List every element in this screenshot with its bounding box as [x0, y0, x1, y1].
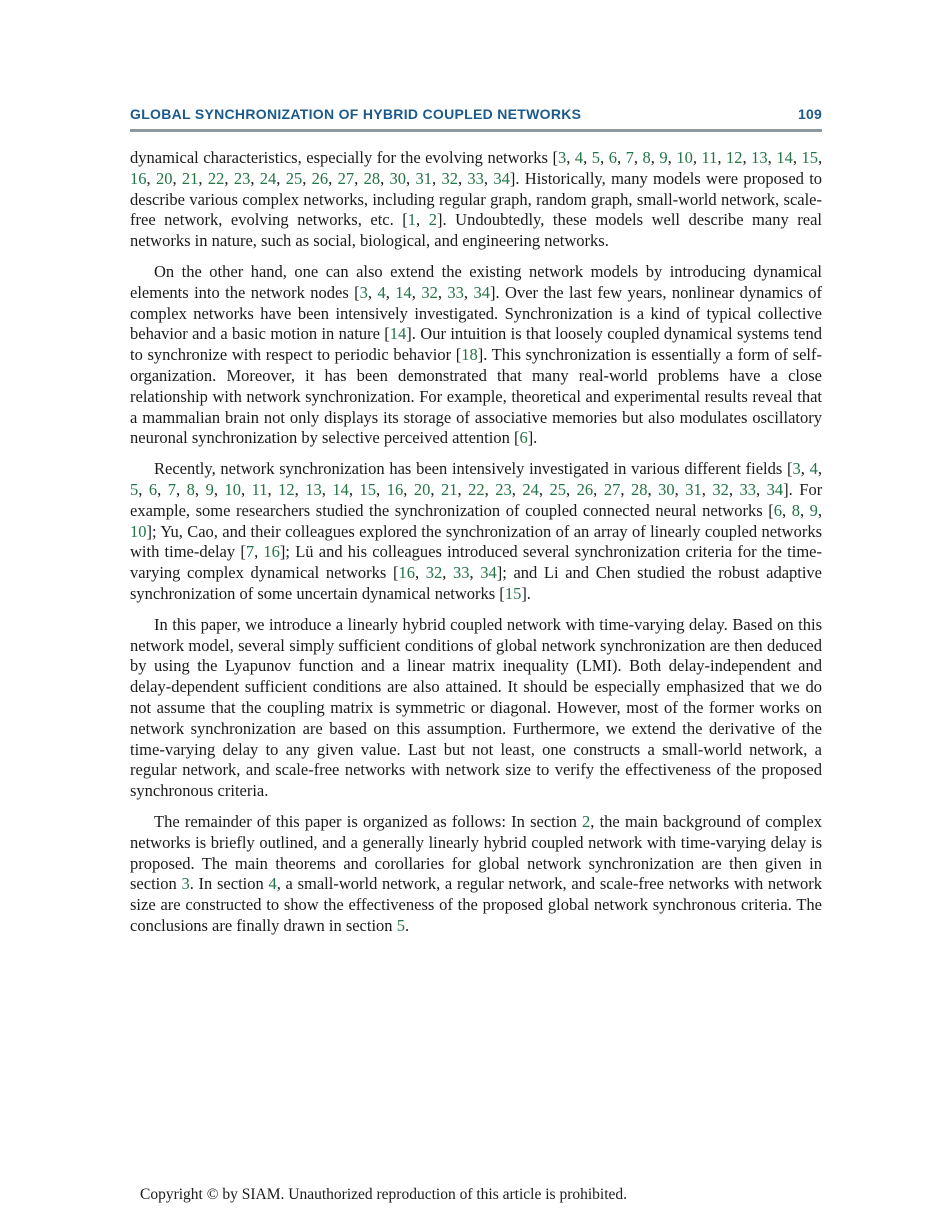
citation-link[interactable]: 5 [591, 148, 601, 167]
citation-link[interactable]: 20 [413, 479, 431, 499]
citation-link[interactable]: 34 [766, 479, 784, 499]
citation-link[interactable]: 5 [396, 915, 405, 935]
citation-link[interactable]: 34 [493, 168, 510, 188]
citation-link[interactable]: 6 [519, 428, 528, 448]
citation-link[interactable]: 33 [467, 168, 484, 188]
running-title: GLOBAL SYNCHRONIZATION OF HYBRID COUPLED NETWORKS [130, 106, 582, 122]
citation-link[interactable]: 7 [625, 148, 634, 167]
citation-link[interactable]: 32 [421, 282, 438, 302]
citation-link[interactable]: 28 [363, 168, 381, 188]
copyright-notice: Copyright © by SIAM. Unauthorized reproduction of this article is prohibited. [140, 1186, 628, 1203]
citation-link[interactable]: 3 [557, 148, 567, 167]
citation-link[interactable]: 24 [522, 479, 539, 499]
citation-link[interactable]: 32 [712, 479, 729, 499]
citation-link[interactable]: 10 [130, 521, 147, 541]
citation-link[interactable]: 33 [447, 282, 464, 302]
citation-link[interactable]: 10 [676, 148, 693, 167]
citation-link[interactable]: 16 [263, 542, 280, 562]
citation-link[interactable]: 31 [415, 168, 432, 188]
citation-link[interactable]: 34 [473, 282, 490, 302]
citation-link[interactable]: 21 [440, 479, 458, 499]
running-header [130, 106, 822, 132]
citation-link[interactable]: 20 [155, 168, 173, 188]
citation-link[interactable]: 15 [359, 479, 377, 499]
citation-link[interactable]: 3 [359, 282, 368, 302]
citation-link[interactable]: 25 [285, 168, 303, 188]
citation-link[interactable]: 21 [181, 168, 199, 188]
citation-link[interactable]: 33 [739, 479, 757, 499]
citation-link[interactable]: 24 [259, 168, 277, 188]
citation-link[interactable]: 4 [809, 459, 818, 479]
citation-link[interactable]: 30 [658, 479, 675, 499]
citation-link[interactable]: 1 [407, 210, 417, 230]
citation-link[interactable]: 14 [389, 324, 407, 344]
citation-link[interactable]: 27 [603, 479, 621, 499]
citation-link[interactable]: 7 [245, 542, 255, 562]
citation-link[interactable]: 4 [574, 148, 584, 167]
paragraph: In this paper, we introduce a linearly hybrid coupled network with time-varying delay. Based on this network model, several simply sufficient conditions of global network synchronization are then deduced by using the Lyapunov function and a linear matrix inequality (LMI). Both delay-independent and delay-dependent sufficient conditions are also attained. It should be especially emphasized that we do not assume that the coupling matrix is symmetric or diagonal. However, most of the former works on network synchronization are based on this assumption. Furthermore, we extend the derivative of the time-varying delay to any given value. Last but not least, one constructs a small-world network, a regular network, and scale-free networks with network size to verify the effectiveness of the proposed synchronous criteria. [130, 614, 822, 801]
citation-link[interactable]: 26 [311, 168, 329, 188]
citation-link[interactable]: 14 [332, 479, 349, 499]
citation-link[interactable]: 16 [130, 168, 147, 188]
citation-link[interactable]: 31 [685, 479, 702, 499]
citation-link[interactable]: 3 [181, 874, 190, 894]
citation-link[interactable]: 10 [224, 479, 241, 499]
citation-link[interactable]: 12 [278, 479, 295, 499]
citation-link[interactable]: 9 [205, 479, 214, 499]
citation-link[interactable]: 16 [386, 479, 404, 499]
citation-link[interactable]: 2 [428, 210, 437, 230]
citation-link[interactable]: 9 [659, 148, 668, 167]
citation-link[interactable]: 23 [233, 168, 251, 188]
citation-link[interactable]: 14 [395, 282, 412, 302]
citation-link[interactable]: 27 [337, 168, 355, 188]
citation-link[interactable]: 16 [398, 563, 415, 583]
citation-link[interactable]: 15 [504, 583, 522, 603]
citation-link[interactable]: 22 [207, 168, 225, 188]
article-body [130, 148, 822, 947]
citation-link[interactable]: 6 [148, 479, 158, 499]
citation-link[interactable]: 7 [167, 479, 177, 499]
citation-link[interactable]: 23 [495, 479, 512, 499]
citation-link[interactable]: 33 [453, 563, 470, 583]
citation-link[interactable]: 2 [582, 811, 591, 831]
citation-link[interactable]: 14 [776, 148, 793, 167]
paragraph: dynamical characteristics, especially for the evolving networks [3, 4, 5, 6, 7, 8, 9, 10, 11, 12, 13, 14, 15, 16, 20, 21, 22, 23, 24, 25, 26, 27, 28, 30, 31, 32, 33, 34]. Historically, many models were proposed to describe various complex networks, including regular graph, random graph, small-world network, scale-free network, evolving networks, etc. [1, 2]. Undoubtedly, these models well describe many real networks in nature, such as social, biological, and engineering networks. [130, 148, 823, 251]
citation-link[interactable]: 32 [425, 563, 443, 583]
citation-link[interactable]: 30 [389, 168, 407, 188]
citation-link[interactable]: 13 [751, 148, 768, 167]
paragraph: Recently, network synchronization has been intensively investigated in various different fields [3, 4, 5, 6, 7, 8, 9, 10, 11, 12, 13, 14, 15, 16, 20, 21, 22, 23, 24, 25, 26, 27, 28, 30, 31, 32, 33, 34]. For example, some researchers studied the synchronization of coupled connected neural networks [6, 8, 9, 10]; Yu, Cao, and their colleagues explored the synchronization of an array of linearly coupled networks with time-delay [7, 16]; Lü and his colleagues introduced several synchronization criteria for the time-varying complex dynamical networks [16, 32, 33, 34]; and Li and Chen studied the robust adaptive synchronization of some uncertain dynamical networks [15]. [130, 459, 823, 603]
citation-link[interactable]: 9 [809, 500, 818, 520]
paragraph: On the other hand, one can also extend the existing network models by introducing dynamical elements into the network nodes [3, 4, 14, 32, 33, 34]. Over the last few years, nonlinear dynamics of complex networks have been intensively investigated. Synchronization is a kind of typical collective behavior and a basic motion in nature [14]. Our intuition is that loosely coupled dynamical systems tend to synchronize with respect to periodic behavior [18]. This synchronization is essentially a form of self-organization. Moreover, it has been demonstrated that many real-world problems have a close relationship with network synchronization. For example, theoretical and experimental results reveal that a mammalian brain not only displays its storage of associative memories but also modulates oscillatory neuronal synchronization by selective perceived attention [6]. [130, 261, 823, 448]
paragraph: The remainder of this paper is organized as follows: In section 2, the main background of complex networks is briefly outlined, and a generally linearly hybrid coupled network with time-varying delay is proposed. The main theorems and corollaries for global network synchronization are then given in section 3. In section 4, a small-world network, a regular network, and scale-free networks with network size are constructed to show the effectiveness of the proposed global network synchronous criteria. The conclusions are finally drawn in section 5. [130, 811, 822, 935]
citation-link[interactable]: 28 [630, 479, 648, 499]
citation-link[interactable]: 8 [186, 479, 195, 499]
citation-link[interactable]: 26 [576, 479, 594, 499]
citation-link[interactable]: 4 [377, 282, 386, 302]
citation-link[interactable]: 11 [251, 479, 268, 499]
citation-link[interactable]: 6 [608, 148, 617, 167]
citation-link[interactable]: 22 [468, 479, 485, 499]
citation-link[interactable]: 34 [480, 563, 497, 583]
citation-link[interactable]: 6 [773, 500, 782, 520]
citation-link[interactable]: 3 [792, 459, 801, 479]
citation-link[interactable]: 15 [801, 148, 818, 167]
citation-link[interactable]: 8 [642, 148, 651, 167]
citation-link[interactable]: 12 [726, 148, 743, 167]
citation-link[interactable]: 18 [461, 345, 478, 365]
page-number: 109 [798, 106, 822, 122]
citation-link[interactable]: 4 [268, 874, 277, 894]
citation-link[interactable]: 11 [701, 148, 718, 167]
citation-link[interactable]: 13 [305, 479, 322, 499]
citation-link[interactable]: 8 [791, 500, 800, 520]
citation-link[interactable]: 25 [549, 479, 567, 499]
citation-link[interactable]: 32 [441, 168, 458, 188]
citation-link[interactable]: 5 [130, 479, 139, 499]
